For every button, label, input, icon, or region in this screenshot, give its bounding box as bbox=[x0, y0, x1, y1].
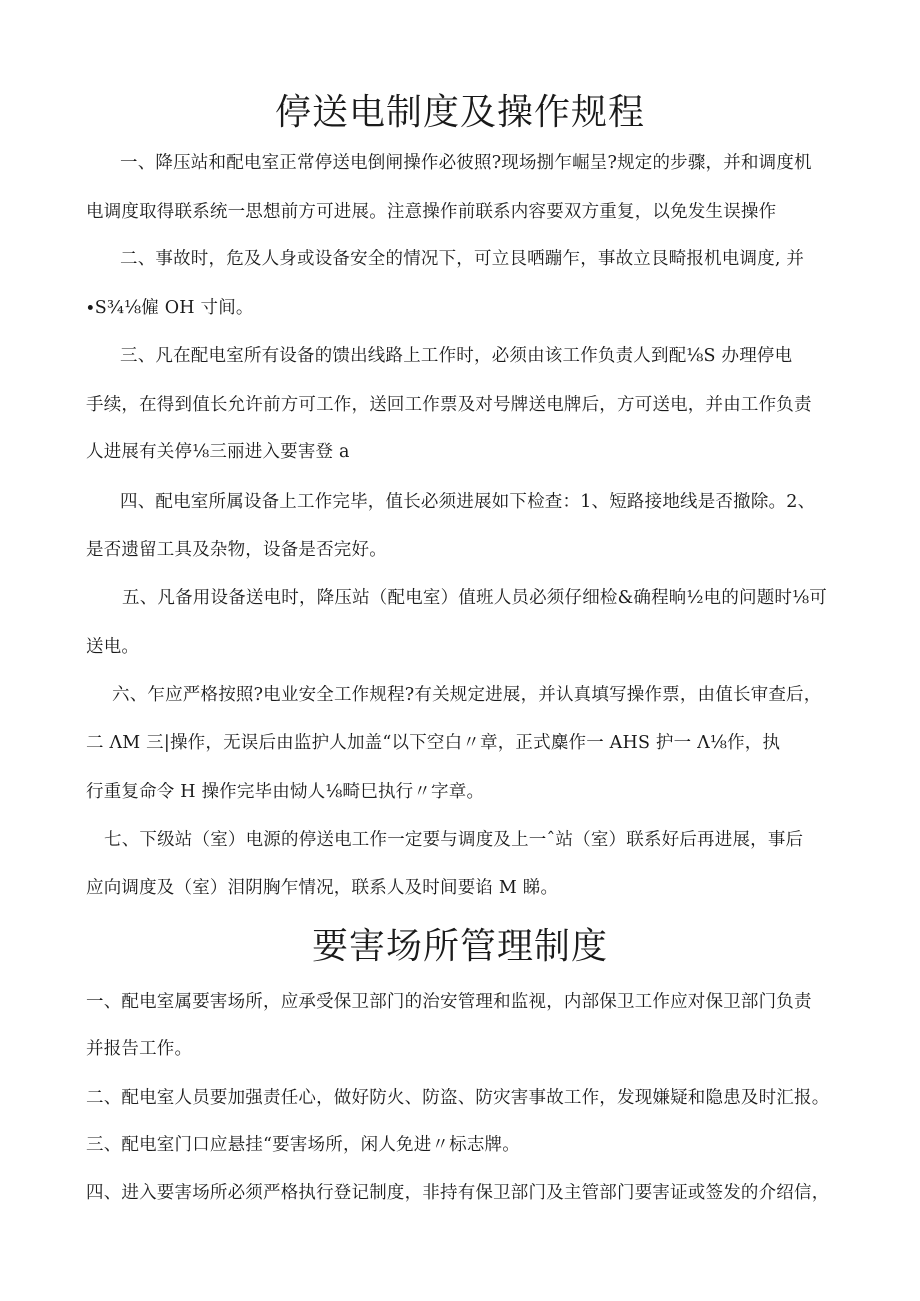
section1-line: 二 ΛM 三|操作，无误后由监护人加盖“以下空白〃章，正式麋作一 AHS 护一 Λ⅛作，执 bbox=[86, 733, 781, 753]
section1-line: 七、下级站（室）电源的停送电工作一定要与调度及上一ˆ站（室）联系好后再进展，事后 bbox=[104, 830, 804, 850]
section2-line: 四、进入要害场所必须严格执行登记制度，非持有保卫部门及主管部门要害证或签发的介绍信， bbox=[86, 1183, 830, 1203]
section1-line: 电调度取得联系统一思想前方可进展。注意操作前联系内容要双方重复，以免发生误操作 bbox=[86, 202, 777, 222]
section1-line: 五、凡备用设备送电时，降压站（配电室）值班人员必须仔细检&确程晌½电的问题时⅛可 bbox=[122, 588, 827, 608]
section1-line: 二、事故时，危及人身或设备安全的情况下，可立艮哂蹦乍，事故立艮畸报机电调度, 并 bbox=[120, 249, 805, 269]
section1-line: 应向调度及（室）泪阴胸乍情况，联系人及时间要谄 M 睇。 bbox=[86, 878, 559, 898]
section1-line: 三、凡在配电室所有设备的馈出线路上工作时，必须由该工作负责人到配⅛S 办理停电 bbox=[120, 346, 793, 366]
section1-line: 人进展有关停⅛三丽进入要害登 a bbox=[86, 442, 350, 462]
section1-line: 行重复命令 H 操作完毕由恸人⅛畸巳执行〃字章。 bbox=[86, 782, 485, 802]
section1-line: 送电。 bbox=[86, 637, 140, 657]
section1-line: 一、降压站和配电室正常停送电倒闸操作必彼照?现场捌乍崛呈?规定的步骤，并和调度机 bbox=[120, 153, 812, 173]
section1-line: ∙S¾⅛僱 OH 寸间。 bbox=[86, 298, 254, 318]
section1-line: 是否遗留工具及杂物，设备是否完好。 bbox=[86, 540, 387, 560]
section1-line: 手续，在得到值长允许前方可工作，送回工作票及对号牌送电牌后，方可送电，并由工作负责 bbox=[86, 395, 812, 415]
section1-line: 四、配电室所属设备上工作完毕，值长必须进展如下检查：1、短路接地线是否撤除。2、 bbox=[120, 492, 816, 512]
section2-line: 并报告工作。 bbox=[86, 1039, 193, 1059]
section1-line: 六、乍应严格按照?电业安全工作规程?有关规定进展，并认真填写操作票，由值长审查后， bbox=[112, 685, 822, 705]
section2-line: 一、配电室属要害场所，应承受保卫部门的治安管理和监视，内部保卫工作应对保卫部门负责 bbox=[86, 992, 812, 1012]
section2-line: 二、配电室人员要加强责任心，做好防火、防盗、防灾害事故工作，发现嫌疑和隐患及时汇报。 bbox=[86, 1088, 830, 1108]
section1-title: 停送电制度及操作规程 bbox=[274, 92, 645, 133]
section2-line: 三、配电室门口应悬挂“要害场所，闲人免进〃标志牌。 bbox=[86, 1135, 520, 1155]
section2-title: 要害场所管理制度 bbox=[311, 926, 608, 967]
